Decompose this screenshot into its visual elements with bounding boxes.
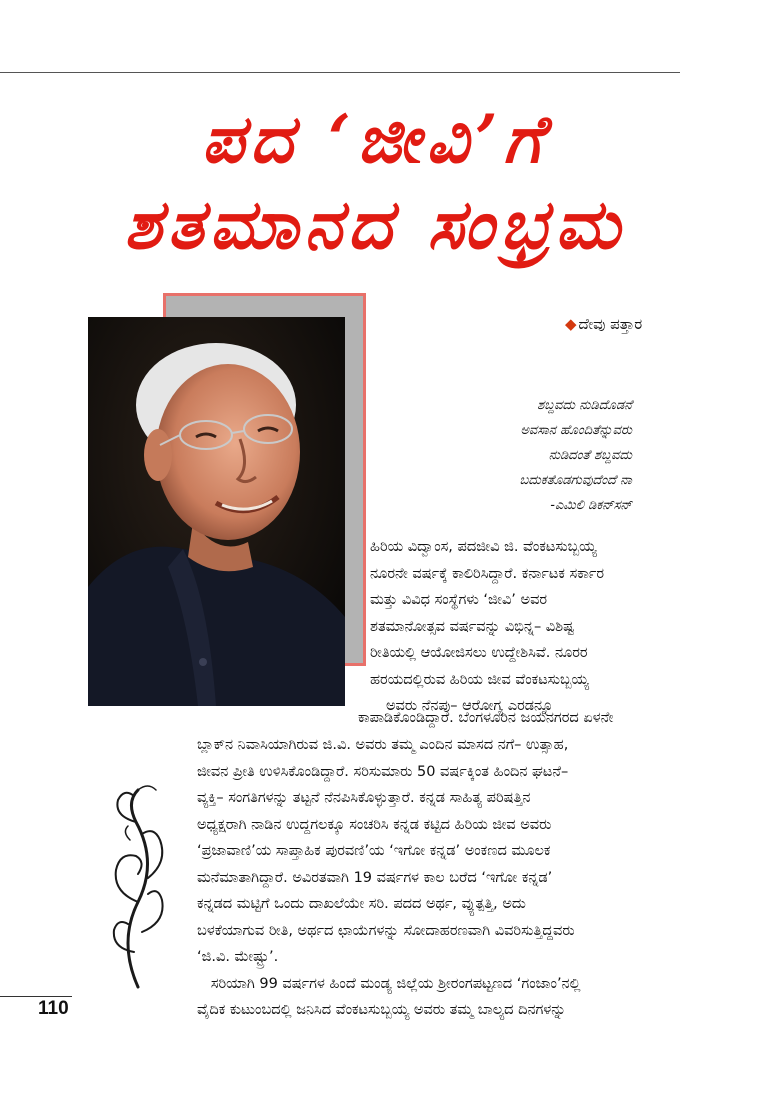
- quote-line: ಶಬ್ದವದು ನುಡಿದೊಡನೆ: [537, 398, 632, 413]
- article-line: ಹರಯದಲ್ಲಿರುವ ಹಿರಿಯ ಜೀವ ವೆಂಕಟಸುಬ್ಬಯ್ಯ: [370, 671, 589, 688]
- quote-line: ಅವಸಾನ ಹೊಂದಿತೆನ್ನುವರು: [520, 423, 632, 438]
- article-line: ವೈದಿಕ ಕುಟುಂಬದಲ್ಲಿ ಜನಿಸಿದ ವೆಂಕಟಸುಬ್ಬಯ್ಯ ಅವರು ತಮ್ಮ ಬಾಲ್ಯದ ದಿನಗಳನ್ನು: [197, 1002, 566, 1018]
- decorative-swirl-icon: [108, 782, 170, 992]
- quote-line: ನುಡಿದಂತೆ ಶಬ್ದವದು: [548, 448, 632, 463]
- article-line: ಹಿರಿಯ ವಿದ್ವಾಂಸ, ಪದಜೀವಿ ಜಿ. ವೆಂಕಟಸುಬ್ಬಯ್ಯ: [370, 539, 597, 555]
- headline-line-1: ಪದ ‘ಜೀವಿ’ಗೆ: [201, 100, 549, 178]
- article-line: ವ್ಯಕ್ತಿ– ಸಂಗತಿಗಳನ್ನು ತಟ್ಟನೆ ನೆನಪಿಸಿಕೊಳ್ಳುತ್ತಾರೆ. ಕನ್ನಡ ಸಾಹಿತ್ಯ ಪರಿಷತ್ತಿನ: [197, 790, 531, 806]
- quote-attribution: -ಎಮಿಲಿ ಡಿಕನ್‌ಸನ್: [550, 498, 632, 513]
- article-line: ಅವರು ನೆನಪು– ಆರೋಗ್ಯ ಎರಡನ್ನೂ: [386, 698, 554, 714]
- portrait-illustration: [88, 317, 345, 706]
- page-number-rule: [0, 996, 72, 997]
- article-line: ಬಳಕೆಯಾಗುವ ರೀತಿ, ಅರ್ಥದ ಛಾಯೆಗಳನ್ನು ಸೋದಾಹರಣವಾಗಿ ವಿವರಿಸುತ್ತಿದ್ದವರು: [197, 922, 575, 939]
- article-line: ಅಧ್ಯಕ್ಷರಾಗಿ ನಾಡಿನ ಉದ್ದಗಲಕ್ಕೂ ಸಂಚರಿಸಿ ಕನ್ನಡ ಕಟ್ಟಿದ ಹಿರಿಯ ಜೀವ ಅವರು: [197, 816, 552, 833]
- author-name: ದೇವು ಪತ್ತಾರ: [578, 315, 643, 333]
- article-wrap-line: ಕಾಪಾಡಿಕೊಂಡಿದ್ದಾರೆ. ಬೆಂಗಳೂರಿನ ಜಯನಗರದ ಏಳನೇ: [358, 710, 614, 726]
- page-number: 110: [38, 998, 69, 1019]
- diamond-bullet-icon: ◆: [565, 315, 577, 333]
- top-rule: [0, 72, 680, 73]
- article-line: ಮನೆಮಾತಾಗಿದ್ದಾರೆ. ಅವಿರತವಾಗಿ 19 ವರ್ಷಗಳ ಕಾಲ ಬರೆದ ‘ಇಗೋ ಕನ್ನಡ’: [197, 869, 553, 886]
- article-line: ಬ್ಲಾಕ್‌ನ ನಿವಾಸಿಯಾಗಿರುವ ಜಿ.ವಿ. ಅವರು ತಮ್ಮ ಎಂದಿನ ಮಾಸದ ನಗೆ– ಉತ್ಸಾಹ,: [197, 737, 569, 753]
- byline: [565, 315, 642, 333]
- portrait-photo: [88, 317, 345, 706]
- article-line: ‘ಜಿ.ವಿ. ಮೇಷ್ಟ್ರು’.: [197, 949, 279, 965]
- article-wide-column: [197, 732, 581, 1024]
- article-line: ಸರಿಯಾಗಿ 99 ವರ್ಷಗಳ ಹಿಂದೆ ಮಂಡ್ಯ ಜಿಲ್ಲೆಯ ಶ್ರೀರಂಗಪಟ್ಟಣದ ‘ಗಂಜಾಂ’ನಲ್ಲಿ: [197, 975, 581, 992]
- article-line: ನೂರನೇ ವರ್ಷಕ್ಕೆ ಕಾಲಿರಿಸಿದ್ದಾರೆ. ಕರ್ನಾಟಕ ಸರ್ಕಾರ: [370, 565, 605, 582]
- article-line: ‘ಪ್ರಜಾವಾಣಿ’ಯ ಸಾಪ್ತಾಹಿಕ ಪುರವಣಿ’ಯ ‘ಇಗೋ ಕನ್ನಡ’ ಅಂಕಣದ ಮೂಲಕ: [197, 843, 551, 859]
- article-line: ರೀತಿಯಲ್ಲಿ ಆಯೋಜಿಸಲು ಉದ್ದೇಶಿಸಿವೆ. ನೂರರ: [370, 645, 588, 661]
- epigraph-quote: [520, 393, 632, 518]
- article-narrow-column: [370, 534, 604, 720]
- article-line: ಜೀವನ ಪ್ರೀತಿ ಉಳಿಸಿಕೊಂಡಿದ್ದಾರೆ. ಸರಿಸುಮಾರು 50 ವರ್ಷಕ್ಕಿಂತ ಹಿಂದಿನ ಘಟನೆ–: [197, 763, 569, 780]
- article-line: ಮತ್ತು ವಿವಿಧ ಸಂಸ್ಥೆಗಳು ‘ಜೀವಿ’ ಅವರ: [370, 592, 548, 608]
- article-line: ಕನ್ನಡದ ಮಟ್ಟಿಗೆ ಒಂದು ದಾಖಲೆಯೇ ಸರಿ. ಪದದ ಅರ್ಥ, ವ್ಯುತ್ಪತ್ತಿ, ಅದು: [197, 896, 526, 912]
- article-line: ಶತಮಾನೋತ್ಸವ ವರ್ಷವನ್ನು ವಿಭಿನ್ನ– ವಿಶಿಷ್ಟ: [370, 618, 575, 635]
- quote-line: ಬದುಕತೊಡಗುವುದೆಂದೆ ನಾ: [519, 473, 632, 488]
- headline-line-2: ಶತಮಾನದ ಸಂಭ್ರಮ: [124, 185, 626, 265]
